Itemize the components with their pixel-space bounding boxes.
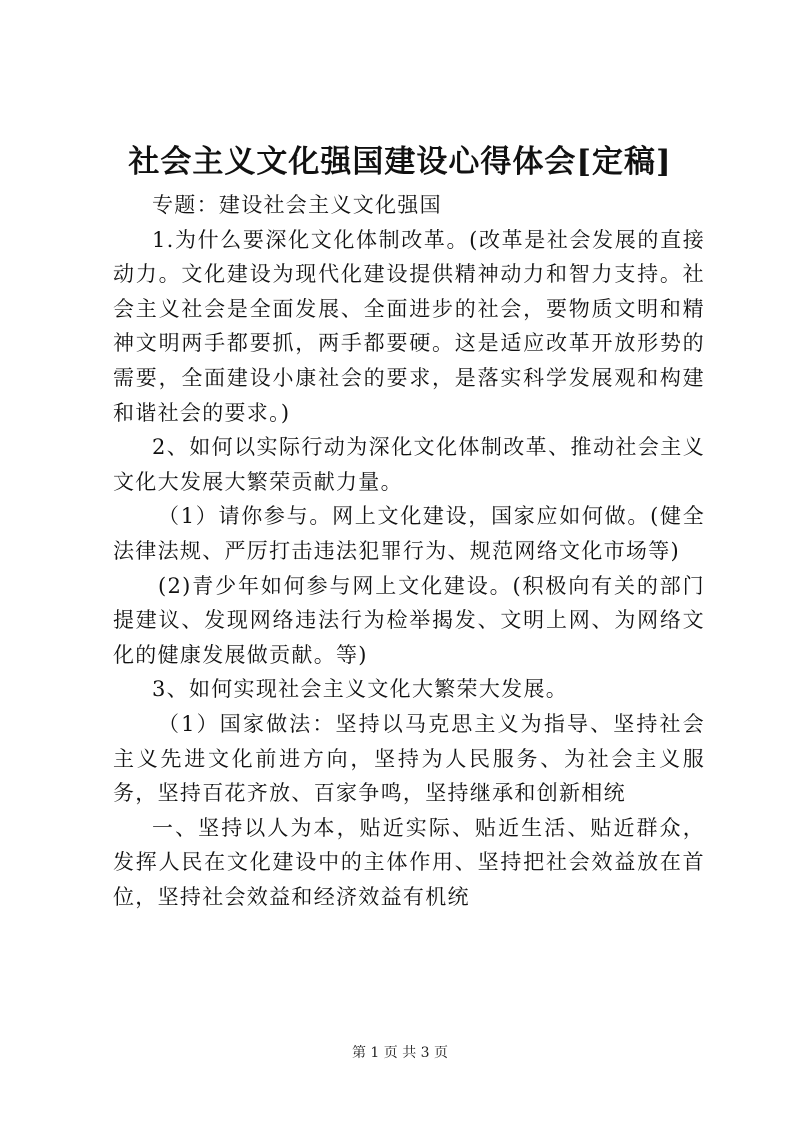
topic-line: 专题：建设社会主义文化强国: [152, 193, 442, 217]
paragraph-1: 1.为什么要深化文化体制改革。(改革是社会发展的直接动力。文化建设为现代化建设提供精神动力和智力支持。社会主义社会是全面发展、全面进步的社会，要物质文明和精神文明两手都要抓，两手都要硬。这是适应改革开放形势的需要，全面建设小康社会的要求，是落实科学发展观和构建和谐社会的要求。): [113, 227, 705, 425]
document-body: [113, 188, 705, 914]
paragraph-3: 3、如何实现社会主义文化大繁荣大发展。: [152, 677, 569, 702]
document-title: 社会主义文化强国建设心得体会[定稿]: [128, 144, 672, 180]
page-number-footer: 第 1 页 共 3 页: [351, 1045, 449, 1061]
paragraph-2-2: (2)青少年如何参与网上文化建设。(积极向有关的部门提建议、发现网络违法行为检举揭发、文明上网、为网络文化的健康发展做贡献。等): [113, 573, 705, 667]
paragraph-2: 2、如何以实际行动为深化文化体制改革、推动社会主义文化大发展大繁荣贡献力量。: [113, 435, 705, 494]
paragraph-4: 一、坚持以人为本，贴近实际、贴近生活、贴近群众，发挥人民在文化建设中的主体作用、坚持把社会效益放在首位，坚持社会效益和经济效益有机统: [113, 815, 705, 909]
paragraph-2-1: （1）请你参与。网上文化建设，国家应如何做。(健全法律法规、严厉打击违法犯罪行为、规范网络文化市场等): [113, 504, 705, 563]
paragraph-3-1: （1）国家做法：坚持以马克思主义为指导、坚持社会主义先进文化前进方向，坚持为人民服务、为社会主义服务，坚持百花齐放、百家争鸣，坚持继承和创新相统: [113, 711, 705, 806]
